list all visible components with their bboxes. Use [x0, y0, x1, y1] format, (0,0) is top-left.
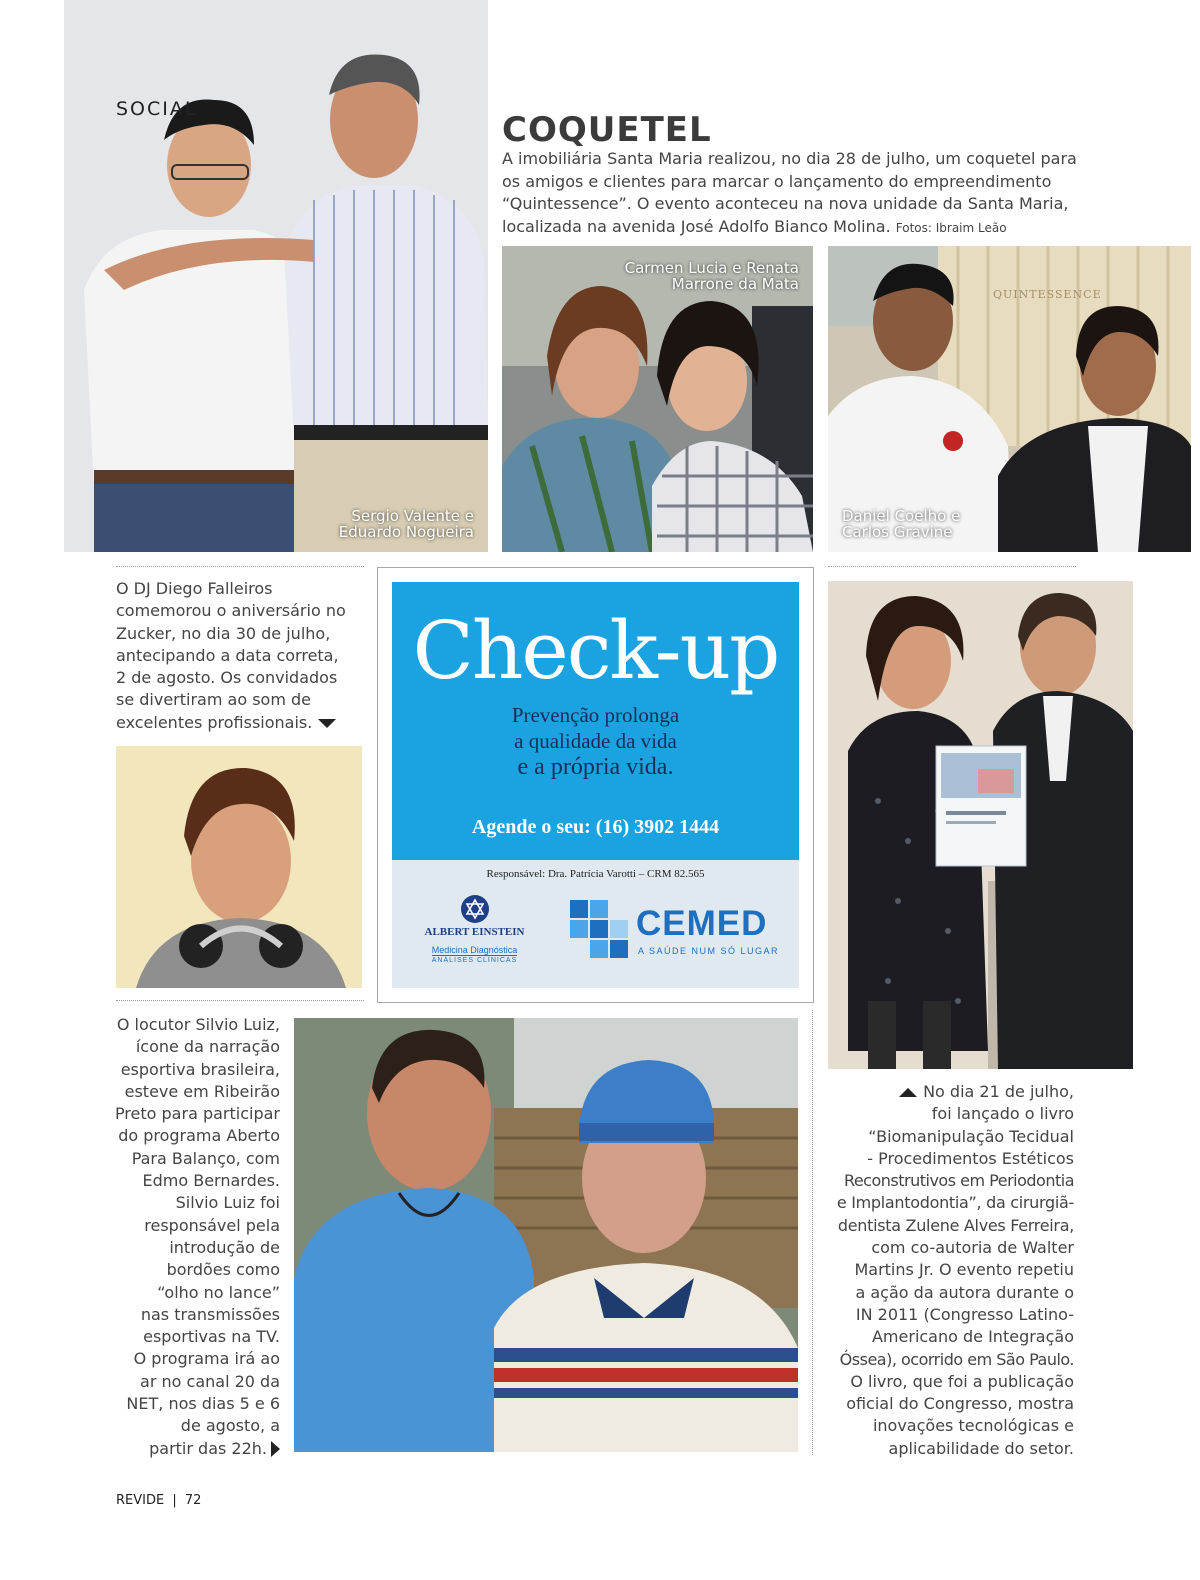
silvio-line: ícone da narração — [135, 1037, 280, 1057]
caption-line: Sergio Valente e — [351, 507, 474, 525]
silvio-line: esteve em Ribeirão — [124, 1081, 280, 1101]
einstein-logo — [412, 894, 537, 974]
cemed-slogan: A SAÚDE NUM SÓ LUGAR — [638, 946, 780, 956]
caption-carmen-renata — [625, 260, 799, 292]
caption-line: Marrone da Mata — [671, 275, 799, 293]
divider — [116, 1000, 364, 1001]
silvio-line: “olho no lance” — [157, 1282, 280, 1302]
intro-line: A imobiliária Santa Maria realizou, no dia 28 de julho, um coquetel para — [502, 149, 1077, 168]
cemed-name: CEMED — [636, 904, 768, 943]
dj-line: excelentes profissionais. — [116, 712, 313, 732]
silvio-line: nas transmissões — [140, 1304, 280, 1324]
silvio-line: Preto para participar — [114, 1104, 280, 1124]
divider — [828, 566, 1076, 567]
silvio-line: NET, nos dias 5 e 6 — [126, 1394, 280, 1414]
caption-line: Carmen Lucia e Renata — [624, 259, 799, 277]
book-line: e Implantodontia”, da cirurgiã- — [836, 1193, 1074, 1213]
dj-line: antecipando a data correta, — [116, 645, 339, 665]
book-line: aplicabilidade do setor. — [888, 1438, 1074, 1458]
photo-carmen-renata — [502, 246, 813, 552]
intro-text — [502, 148, 1162, 239]
photo-silvio-edmo — [294, 1018, 798, 1452]
silvio-story — [100, 1014, 280, 1460]
silvio-line: introdução de — [169, 1237, 280, 1257]
book-line: O livro, que foi a publicação — [850, 1371, 1074, 1391]
dj-line: se divertiram ao som de — [116, 690, 312, 710]
ad-footer-panel — [392, 860, 799, 988]
book-line: inovações tecnológicas e — [872, 1416, 1074, 1436]
book-line: a ação da autora durante o — [855, 1282, 1074, 1302]
book-line: Óssea), ocorrido em São Paulo. — [839, 1349, 1074, 1369]
einstein-name: ALBERT EINSTEIN — [424, 926, 525, 938]
photo-book-launch — [828, 581, 1133, 1069]
einstein-sub2: ANÁLISES CLÍNICAS — [431, 957, 518, 964]
ad-responsible: Responsável: Dra. Patrícia Varotti – CRM 82.565 — [486, 868, 705, 880]
book-line: - Procedimentos Estéticos — [867, 1148, 1074, 1168]
intro-line: os amigos e clientes para marcar o lançamento do empreendimento — [502, 171, 1052, 191]
book-line: Americano de Integração — [871, 1327, 1074, 1347]
ad-tagline-line: e a própria vida. — [517, 754, 674, 780]
silvio-line: esportivas na TV. — [143, 1327, 280, 1347]
caption-line: Carlos Gravine — [842, 523, 953, 541]
silvio-line: O locutor Silvio Luiz, — [116, 1015, 280, 1034]
silvio-line: do programa Aberto — [118, 1126, 280, 1146]
einstein-star-icon — [460, 894, 490, 924]
ad-checkup — [377, 567, 814, 1003]
ad-tagline-line: a qualidade da vida — [514, 729, 677, 753]
intro-line: localizada na avenida José Adolfo Bianco Molina. — [502, 216, 891, 236]
silvio-line: esportiva brasileira, — [120, 1059, 280, 1079]
silvio-line: ar no canal 20 da — [140, 1371, 280, 1391]
einstein-sub: Medicina Diagnóstica — [431, 945, 518, 955]
photo-daniel-carlos — [828, 246, 1191, 552]
book-story — [822, 1081, 1074, 1460]
silvio-line: Edmo Bernardes. — [142, 1171, 280, 1191]
book-line: foi lançado o livro — [931, 1104, 1074, 1124]
caption-daniel-carlos — [842, 508, 960, 540]
ad-tagline — [392, 702, 799, 780]
page-footer — [116, 1493, 201, 1508]
silvio-line: responsável pela — [144, 1215, 280, 1235]
photo-dj-diego — [116, 746, 362, 988]
ad-tagline-line: Prevenção prolonga — [511, 703, 680, 727]
photo-credit: Fotos: Ibraim Leão — [895, 220, 1007, 235]
footer-separator: | — [172, 1493, 177, 1508]
cemed-logo — [570, 900, 785, 962]
silvio-line: Para Balanço, com — [131, 1148, 280, 1168]
silvio-line: O programa irá ao — [133, 1349, 280, 1369]
silvio-line: Silvio Luiz foi — [175, 1193, 280, 1213]
book-line: No dia 21 de julho, — [923, 1082, 1074, 1101]
book-line: IN 2011 (Congresso Latino- — [855, 1304, 1074, 1324]
book-line: “Biomanipulação Tecidual — [868, 1126, 1074, 1146]
photo-sergio-eduardo — [64, 0, 488, 552]
silvio-line: bordões como — [166, 1260, 280, 1280]
ad-cta-phone: Agende o seu: (16) 3902 1444 — [471, 816, 720, 838]
section-label: SOCIAL — [116, 98, 198, 120]
book-line: Reconstrutivos em Periodontia — [843, 1171, 1074, 1191]
book-line: Martins Jr. O evento repetiu — [854, 1260, 1074, 1280]
divider — [116, 566, 364, 567]
caption-line: Daniel Coelho e — [842, 507, 961, 525]
book-line: dentista Zulene Alves Ferreira, — [837, 1215, 1074, 1235]
ad-blue-panel — [392, 582, 799, 860]
book-line: oficial do Congresso, mostra — [846, 1394, 1074, 1414]
dj-line: Zucker, no dia 30 de julho, — [116, 623, 331, 643]
arrow-down-icon — [318, 719, 336, 728]
silvio-line: de agosto, a — [180, 1416, 280, 1436]
dj-line: O DJ Diego Falleiros — [116, 579, 273, 598]
book-line: com co-autoria de Walter — [871, 1238, 1074, 1258]
arrow-up-icon — [899, 1088, 917, 1097]
caption-line: Eduardo Nogueira — [338, 523, 474, 541]
page-number: 72 — [184, 1493, 202, 1508]
silvio-line: partir das 22h. — [149, 1438, 267, 1458]
headline: COQUETEL — [502, 110, 712, 150]
quintessence-sign: QUINTESSENCE — [993, 288, 1102, 301]
caption-sergio-eduardo — [339, 508, 474, 540]
cemed-mosaic-icon — [570, 900, 628, 958]
magazine-name: REVIDE — [116, 1493, 165, 1508]
divider — [812, 1010, 813, 1455]
intro-line: “Quintessence”. O evento aconteceu na nova unidade da Santa Maria, — [502, 194, 1069, 213]
dj-line: comemorou o aniversário no — [116, 601, 346, 621]
ad-headline: Check-up — [412, 604, 779, 697]
dj-story — [116, 578, 366, 734]
dj-line: 2 de agosto. Os convidados — [116, 668, 338, 688]
arrow-right-icon — [271, 1441, 280, 1457]
